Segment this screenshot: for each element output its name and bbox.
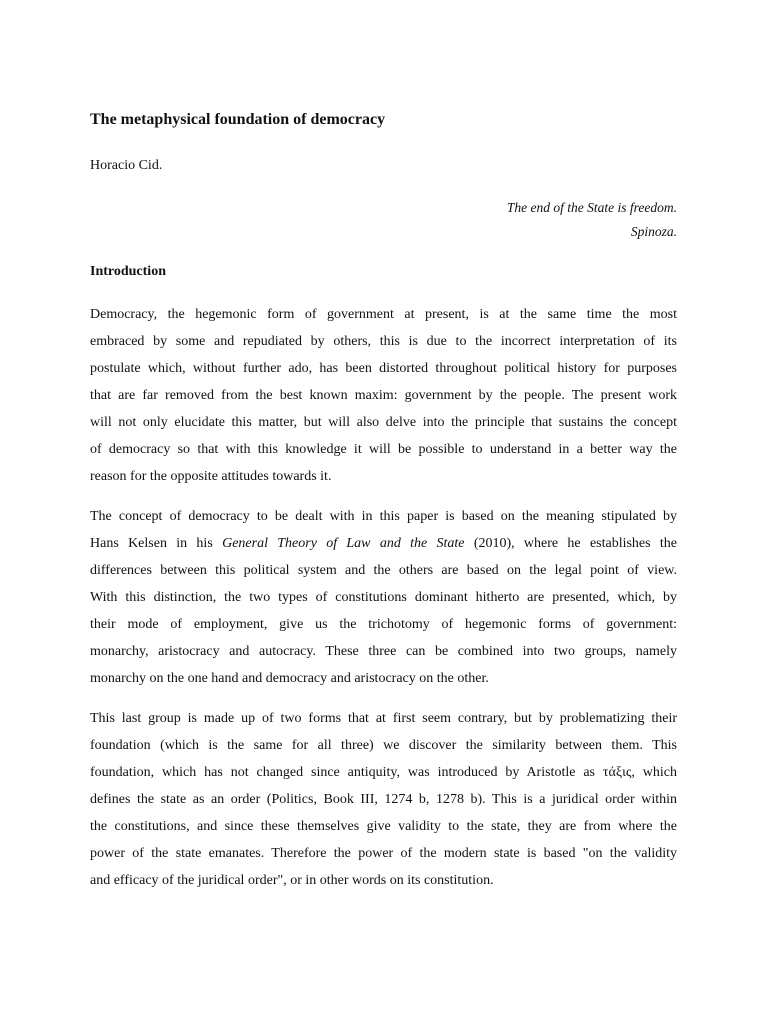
paragraph-line: will not only elucidate this matter, but will also delve into the principle that sustains the concept: [90, 415, 677, 430]
citation-suffix: (2010), where he establishes the: [464, 536, 677, 551]
paragraph-line: The concept of democracy to be dealt with in this paper is based on the meaning stipulated by: [90, 509, 677, 524]
section-heading-introduction: Introduction: [90, 264, 166, 279]
paragraph-line: of democracy so that with this knowledge it will be possible to understand in a better way the: [90, 442, 677, 457]
paragraph-line: differences between this political system and the others are based on the legal point of view.: [90, 563, 677, 578]
author-name: Horacio Cid.: [90, 158, 163, 173]
paragraph-line: Democracy, the hegemonic form of government at present, is at the same time the most: [90, 307, 677, 322]
epigraph-attribution: Spinoza.: [630, 224, 677, 239]
paragraph-line: foundation, which has not changed since antiquity, was introduced by Aristotle as τάξις, which: [90, 765, 677, 780]
epigraph: [507, 196, 677, 244]
paragraph-line: embraced by some and repudiated by others, this is due to the incorrect interpretation of its: [90, 334, 677, 349]
paragraph-line: power of the state emanates. Therefore the power of the modern state is based "on the validity: [90, 846, 677, 861]
paragraph-line-with-citation: [90, 530, 677, 557]
paragraph-line: reason for the opposite attitudes towards it.: [90, 469, 332, 484]
book-title-italic: General Theory of Law and the State: [222, 536, 465, 551]
paragraph-3: [90, 705, 677, 894]
paragraph-line: This last group is made up of two forms that at first seem contrary, but by problematizing their: [90, 711, 677, 726]
paragraph-line: and efficacy of the juridical order", or in other words on its constitution.: [90, 873, 494, 888]
paragraph-line: the constitutions, and since these themselves give validity to the state, they are from where the: [90, 819, 677, 834]
paragraph-line: defines the state as an order (Politics, Book III, 1274 b, 1278 b). This is a juridical order within: [90, 792, 677, 807]
paragraph-1: [90, 301, 677, 490]
citation-prefix: Hans Kelsen in his: [90, 536, 223, 551]
paragraph-line: their mode of employment, give us the trichotomy of hegemonic forms of government:: [90, 617, 677, 632]
paragraph-line: that are far removed from the best known maxim: government by the people. The present work: [90, 388, 677, 403]
paragraph-line: monarchy, aristocracy and autocracy. These three can be combined into two groups, namely: [90, 644, 677, 659]
paragraph-line: postulate which, without further ado, has been distorted throughout political history for purposes: [90, 361, 677, 376]
paragraph-2: [90, 503, 677, 692]
epigraph-quote: The end of the State is freedom.: [506, 200, 677, 215]
paragraph-line: foundation (which is the same for all three) we discover the similarity between them. This: [90, 738, 677, 753]
paragraph-line: With this distinction, the two types of constitutions dominant hitherto are presented, which, by: [90, 590, 677, 605]
paragraph-line: monarchy on the one hand and democracy and aristocracy on the other.: [90, 671, 489, 686]
document-title: The metaphysical foundation of democracy: [90, 111, 386, 128]
